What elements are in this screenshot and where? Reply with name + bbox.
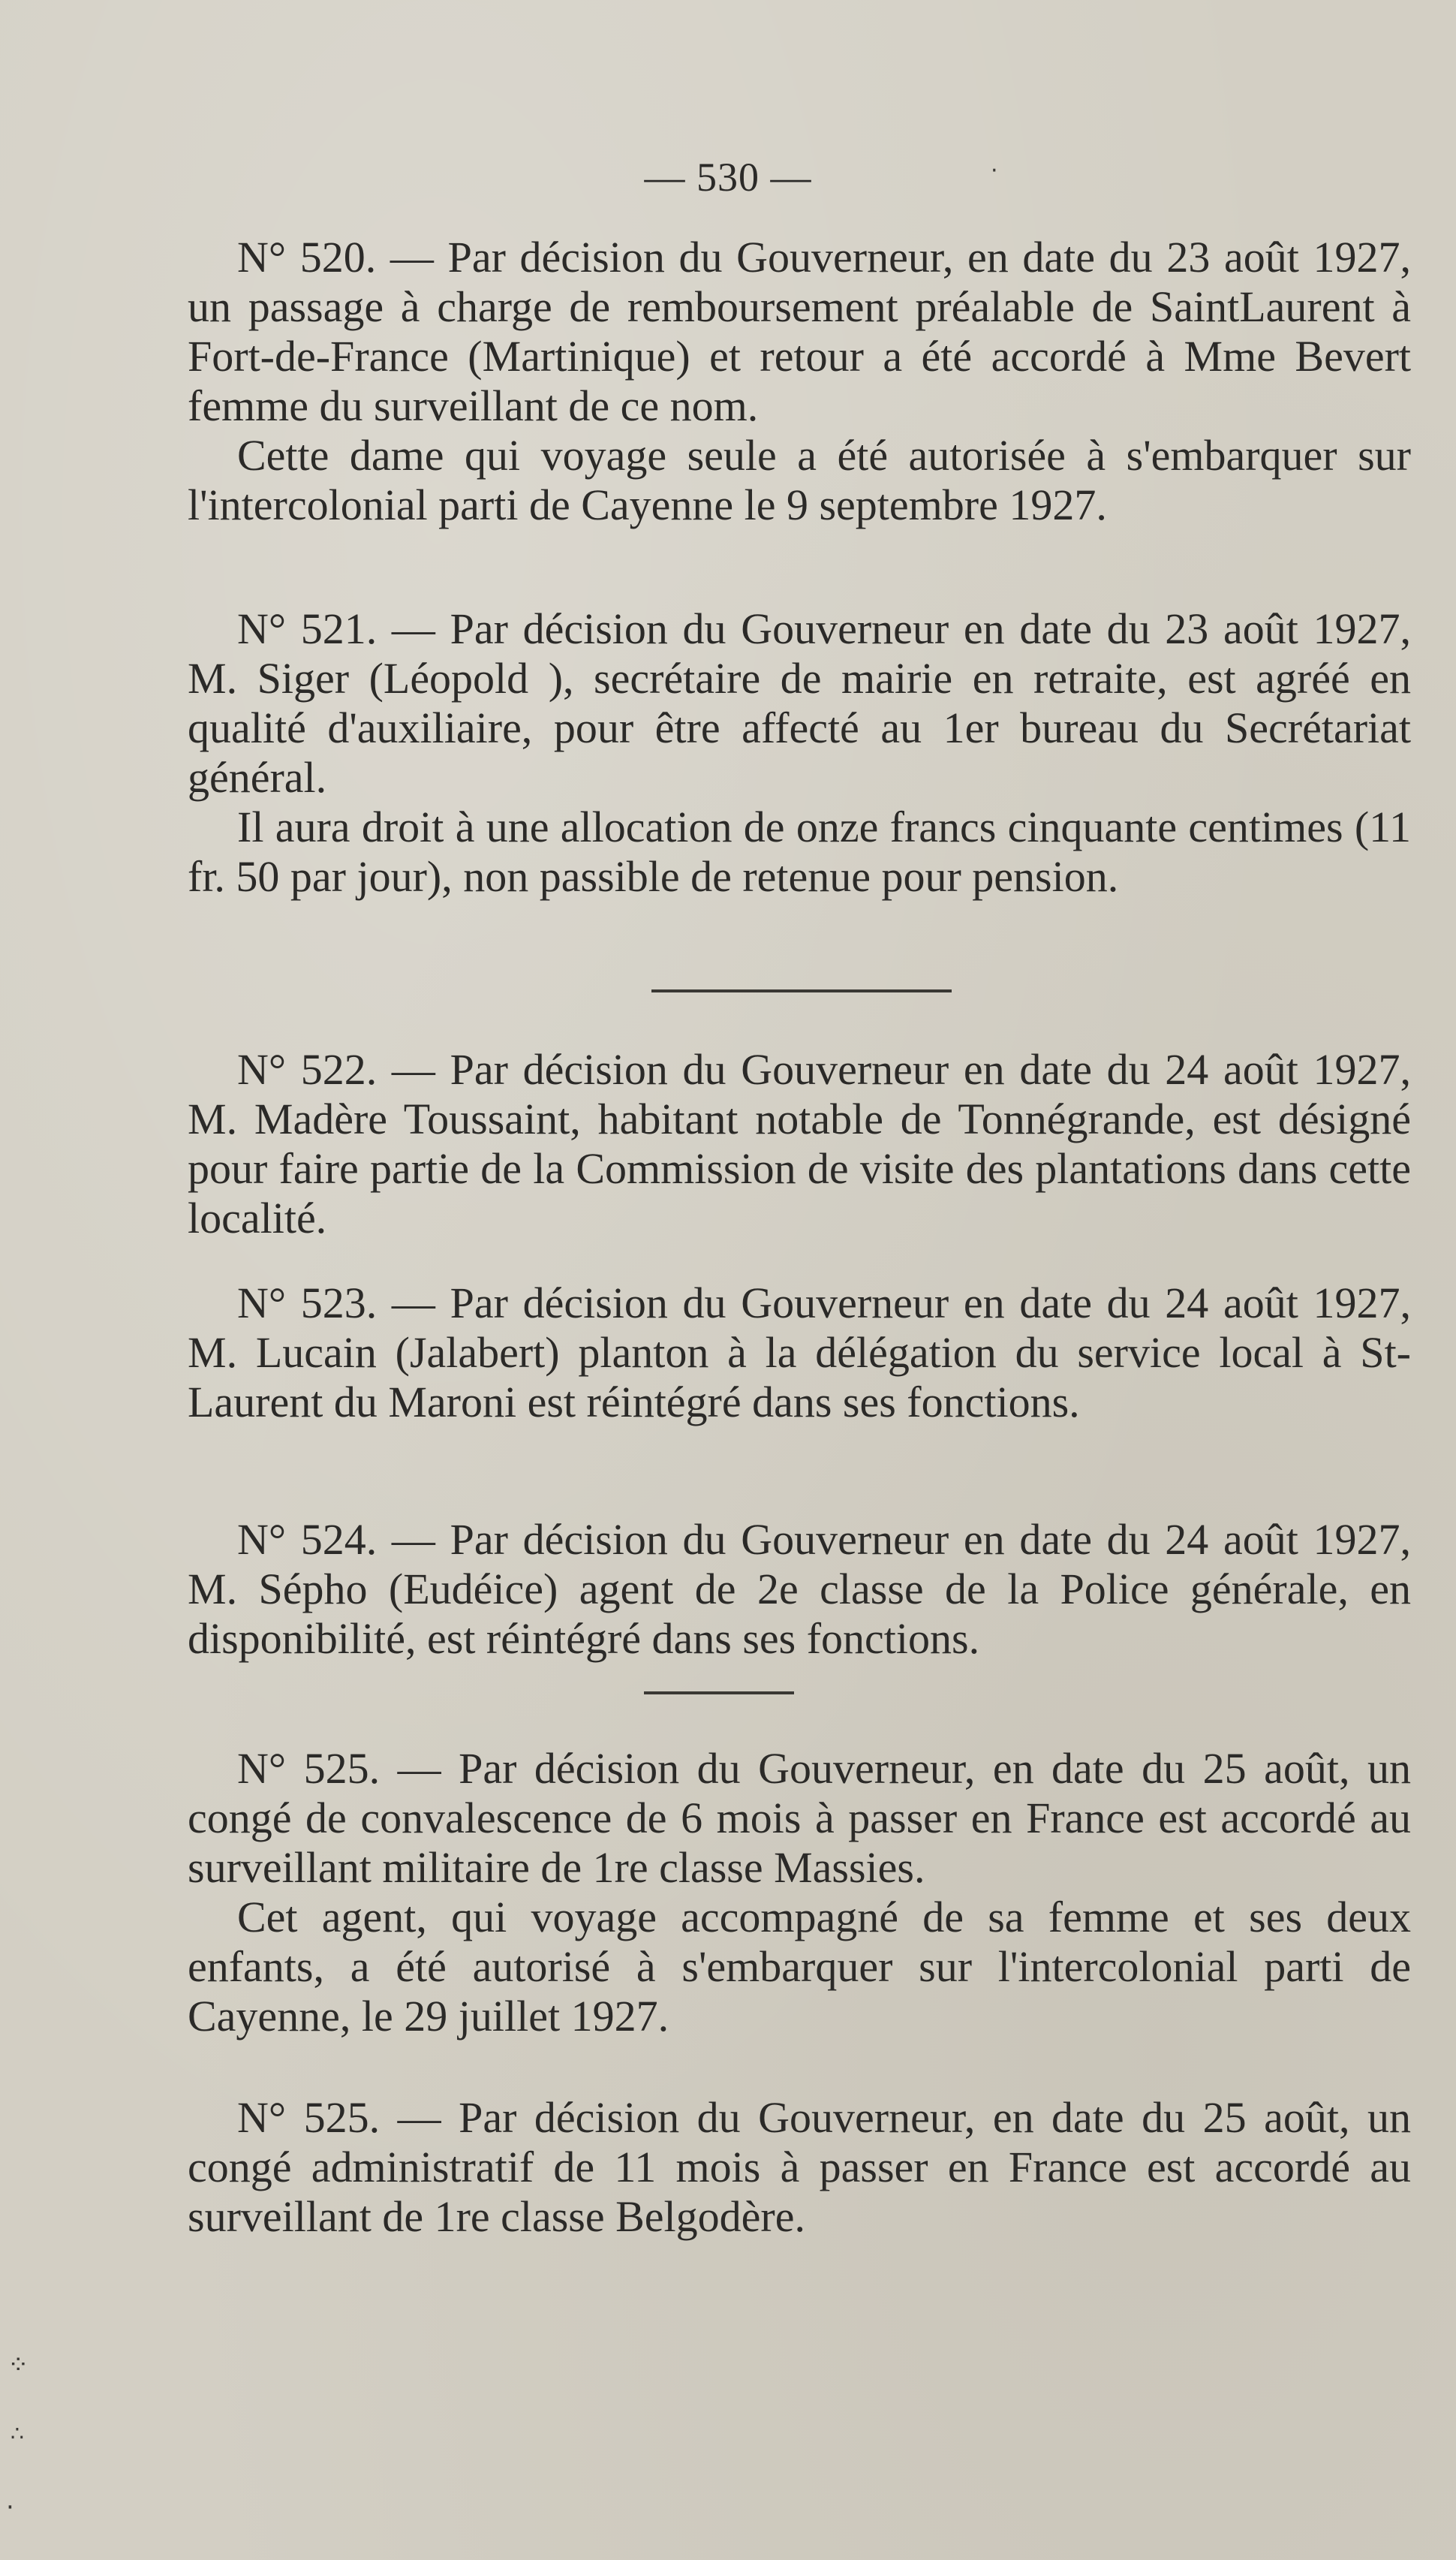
- entry-521-paragraph-1: N° 521. — Par décision du Gouverneur en date du 23 août 1927, M. Siger (Léopold ), secrétaire de mairie en retraite, est agréé en qualité d'auxiliaire, pour être affecté au 1er bureau du Secrétariat général.: [188, 604, 1411, 802]
- entry-520: [188, 233, 1411, 530]
- ink-speck: ∴: [11, 2421, 24, 2446]
- entry-521: [188, 604, 1411, 902]
- separator-rule-2: [644, 1691, 794, 1694]
- separator-rule-1: [651, 989, 952, 992]
- entry-522-paragraph-1: N° 522. — Par décision du Gouverneur en date du 24 août 1927, M. Madère Toussaint, habitant notable de Tonnégrande, est désigné pour faire partie de la Commission de visite des plantations dans cette localité.: [188, 1045, 1411, 1242]
- entry-525-convalescence: [188, 1744, 1411, 2041]
- entry-521-paragraph-2: Il aura droit à une allocation de onze francs cinquante centimes (11 fr. 50 par jour), non passible de retenue pour pension.: [188, 803, 1411, 901]
- entry-524-paragraph-1: N° 524. — Par décision du Gouverneur en date du 24 août 1927, M. Sépho (Eudéice) agent de 2e classe de la Police générale, en disponibilité, est réintégré dans ses fonctions.: [188, 1515, 1411, 1663]
- entry-523-paragraph-1: N° 523. — Par décision du Gouverneur en date du 24 août 1927, M. Lucain (Jalabert) planton à la délégation du service local à St-Laurent du Maroni est réintégré dans ses fonctions.: [188, 1278, 1411, 1426]
- page-number: — 530 —: [644, 155, 812, 200]
- entry-525a-paragraph-1: N° 525. — Par décision du Gouverneur, en date du 25 août, un congé de convalescence de 6 mois à passer en France est accordé au surveillant militaire de 1re classe Massies.: [188, 1744, 1411, 1892]
- ink-speck: ⁘: [8, 2350, 29, 2380]
- entry-525-administratif: [188, 2093, 1411, 2242]
- entry-522: [188, 1045, 1411, 1243]
- entry-520-paragraph-1: N° 520. — Par décision du Gouverneur, en date du 23 août 1927, un passage à charge de remboursement préalable de SaintLaurent à Fort-de-France (Martinique) et retour a été accordé à Mme Bevert femme du surveillant de ce nom.: [188, 233, 1411, 430]
- ink-speck: ·: [6, 2492, 14, 2522]
- ink-speck: ·: [991, 158, 998, 184]
- entry-524: [188, 1515, 1411, 1664]
- entry-520-paragraph-2: Cette dame qui voyage seule a été autorisée à s'embarquer sur l'intercolonial parti de Cayenne le 9 septembre 1927.: [188, 431, 1411, 529]
- entry-525a-paragraph-2: Cet agent, qui voyage accompagné de sa femme et ses deux enfants, a été autorisé à s'embarquer sur l'intercolonial parti de Cayenne, le 29 juillet 1927.: [188, 1893, 1411, 2040]
- entry-523: [188, 1278, 1411, 1427]
- entry-525b-paragraph-1: N° 525. — Par décision du Gouverneur, en date du 25 août, un congé administratif de 11 mois à passer en France est accordé au surveillant de 1re classe Belgodère.: [188, 2093, 1411, 2241]
